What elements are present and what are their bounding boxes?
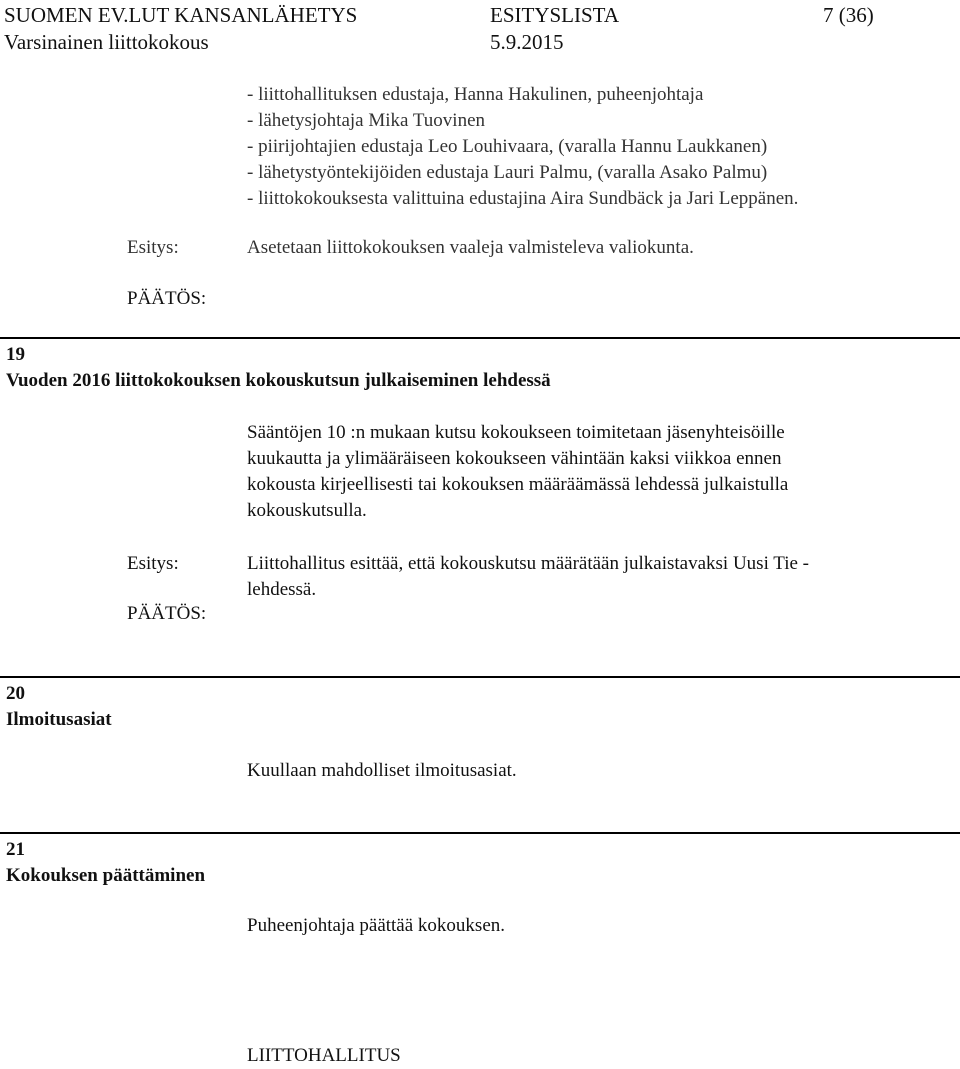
committee-decision-label: PÄÄTÖS: bbox=[127, 288, 207, 309]
item-19-decision-label: PÄÄTÖS: bbox=[127, 603, 207, 624]
committee-member-1: - liittohallituksen edustaja, Hanna Hakulinen, puheenjohtaja bbox=[247, 84, 704, 105]
committee-member-5: - liittokokouksesta valittuina edustajina Aira Sundbäck ja Jari Leppänen. bbox=[247, 188, 799, 209]
committee-proposal-label: Esitys: bbox=[127, 237, 179, 258]
header-org: SUOMEN EV.LUT KANSANLÄHETYS bbox=[4, 3, 358, 27]
committee-proposal-text: Asetetaan liittokokouksen vaaleja valmisteleva valiokunta. bbox=[247, 237, 694, 258]
header-date: 5.9.2015 bbox=[490, 30, 564, 54]
item-20-body: Kuullaan mahdolliset ilmoitusasiat. bbox=[247, 760, 517, 781]
item-20-title: Ilmoitusasiat bbox=[6, 709, 112, 730]
item-21-number: 21 bbox=[6, 839, 25, 860]
item-19-proposal-line-1: Liittohallitus esittää, että kokouskutsu määrätään julkaistavaksi Uusi Tie - bbox=[247, 553, 809, 574]
item-19-proposal-line-2: lehdessä. bbox=[247, 579, 317, 600]
section-divider-19 bbox=[0, 337, 960, 339]
item-19-number: 19 bbox=[6, 344, 25, 365]
footer-signature: LIITTOHALLITUS bbox=[247, 1045, 401, 1066]
item-19-proposal-label: Esitys: bbox=[127, 553, 179, 574]
committee-member-3: - piirijohtajien edustaja Leo Louhivaara, (varalla Hannu Laukkanen) bbox=[247, 136, 768, 157]
item-19-title: Vuoden 2016 liittokokouksen kokouskutsun julkaiseminen lehdessä bbox=[6, 370, 551, 391]
header-page-number: 7 (36) bbox=[823, 3, 874, 27]
item-21-title: Kokouksen päättäminen bbox=[6, 865, 206, 886]
committee-member-2: - lähetysjohtaja Mika Tuovinen bbox=[247, 110, 486, 131]
section-divider-20 bbox=[0, 676, 960, 678]
header-meeting: Varsinainen liittokokous bbox=[4, 30, 209, 54]
header-doc-type: ESITYSLISTA bbox=[490, 3, 619, 27]
item-19-body-line-2: kuukautta ja ylimääräiseen kokoukseen vähintään kaksi viikkoa ennen bbox=[247, 448, 782, 469]
item-19-body-line-1: Sääntöjen 10 :n mukaan kutsu kokoukseen toimitetaan jäsenyhteisöille bbox=[247, 422, 785, 443]
item-21-body: Puheenjohtaja päättää kokouksen. bbox=[247, 915, 506, 936]
item-19-body-line-4: kokouskutsulla. bbox=[247, 500, 367, 521]
item-20-number: 20 bbox=[6, 683, 25, 704]
item-19-body-line-3: kokousta kirjeellisesti tai kokouksen määräämässä lehdessä julkaistulla bbox=[247, 474, 789, 495]
committee-member-4: - lähetystyöntekijöiden edustaja Lauri Palmu, (varalla Asako Palmu) bbox=[247, 162, 768, 183]
section-divider-21 bbox=[0, 832, 960, 834]
